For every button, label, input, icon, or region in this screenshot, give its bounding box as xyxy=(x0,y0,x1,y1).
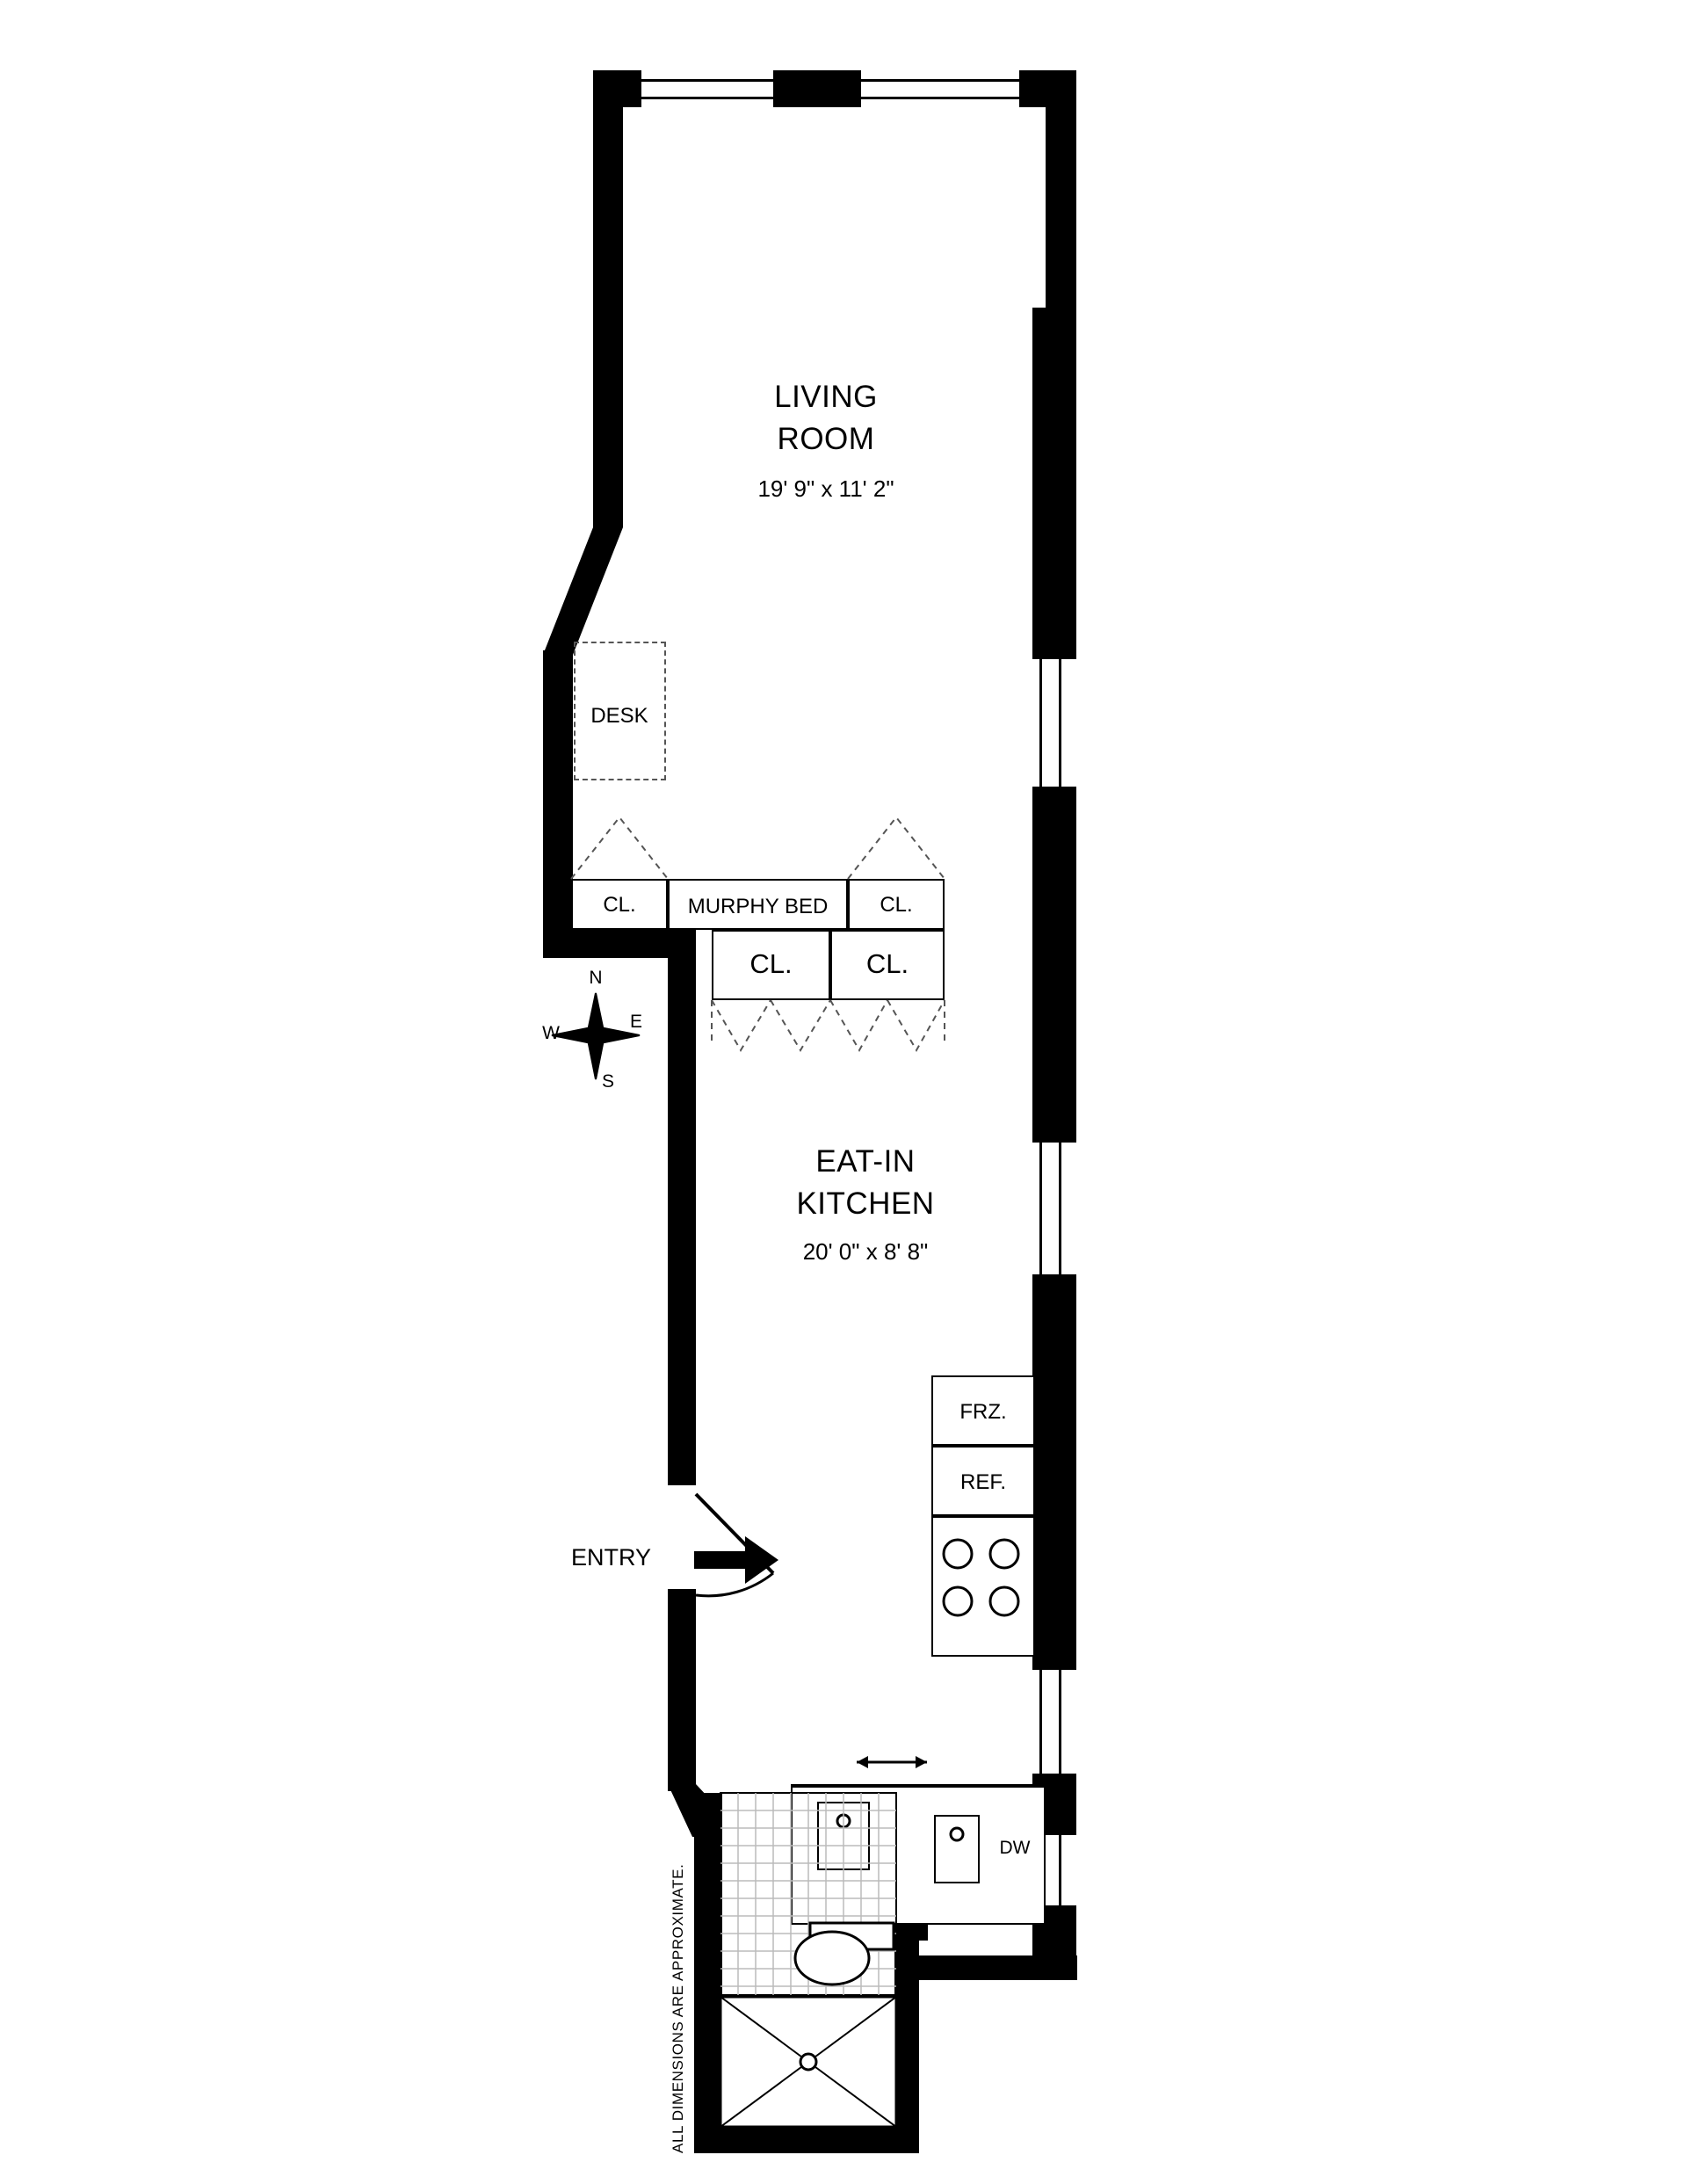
kitchen-title-line1: EAT-IN xyxy=(815,1144,916,1179)
living-room-title-line2: ROOM xyxy=(777,422,875,456)
freezer-label: FRZ. xyxy=(959,1400,1007,1424)
closet-top-right-label: CL. xyxy=(880,893,913,917)
kitchen-dimensions: 20' 0" x 8' 8" xyxy=(802,1238,929,1265)
closet-bottom-right-label: CL. xyxy=(865,948,909,979)
closet-bottom-left-label: CL. xyxy=(749,948,793,979)
compass-south-label: S xyxy=(601,1071,614,1092)
dishwasher-label: DW xyxy=(999,1838,1031,1858)
kitchen-title-line2: KITCHEN xyxy=(796,1186,935,1221)
living-room-title-line1: LIVING xyxy=(774,380,878,414)
compass-west-label: W xyxy=(542,1023,560,1043)
living-room-dimensions: 19' 9" x 11' 2" xyxy=(757,475,894,502)
desk-label: DESK xyxy=(590,704,648,728)
compass-east-label: E xyxy=(629,1012,642,1032)
entry-label: ENTRY xyxy=(571,1544,652,1571)
murphy-bed-label: MURPHY BED xyxy=(687,895,829,918)
disclaimer-text: ALL DIMENSIONS ARE APPROXIMATE. xyxy=(670,1863,686,2153)
compass-north-label: N xyxy=(589,968,603,988)
refrigerator-label: REF. xyxy=(959,1470,1006,1494)
closet-top-left-label: CL. xyxy=(603,893,636,917)
